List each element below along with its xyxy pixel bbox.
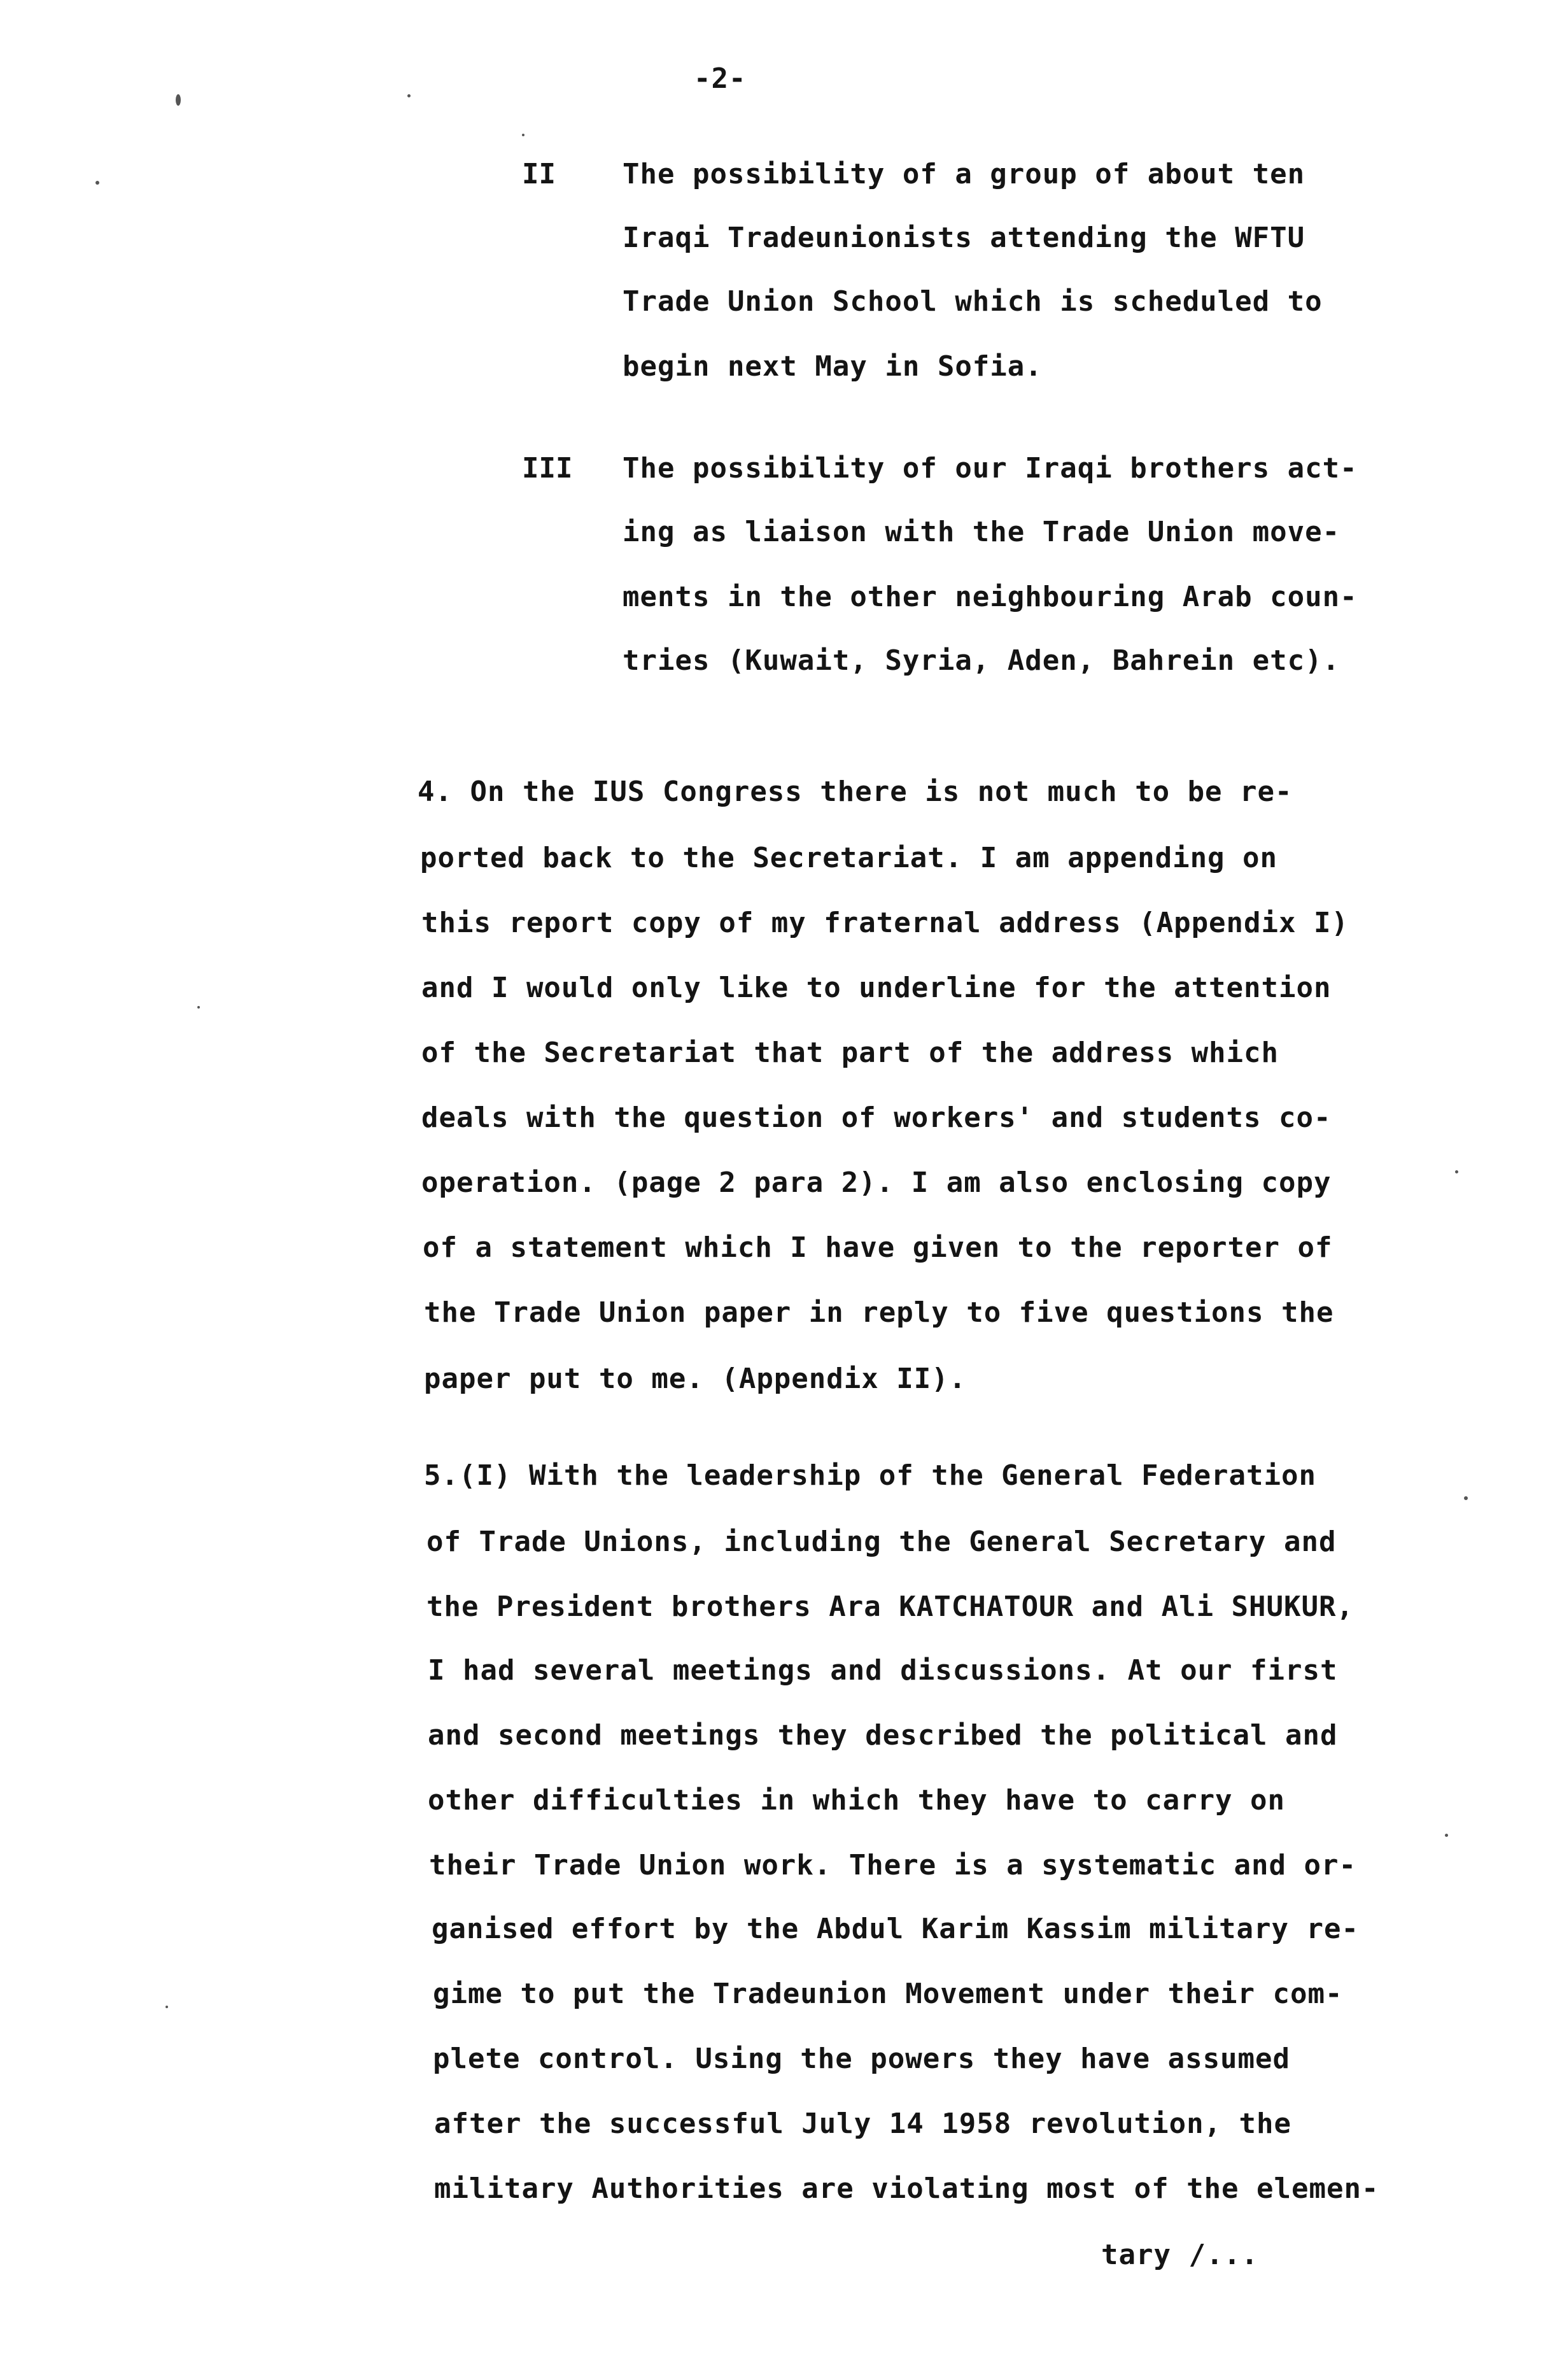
item-iii-line-2: ing as liaison with the Trade Union move- xyxy=(623,516,1340,548)
paragraph-4-line-9: the Trade Union paper in reply to five questions the xyxy=(424,1296,1334,1329)
scan-speck xyxy=(176,94,181,106)
item-ii-line-3: Trade Union School which is scheduled to xyxy=(623,285,1323,318)
scan-speck xyxy=(197,1006,200,1009)
item-marker-ii: II xyxy=(522,158,556,190)
scan-speck xyxy=(1464,1496,1468,1500)
item-ii-line-2: Iraqi Tradeunionists attending the WFTU xyxy=(623,222,1305,254)
paragraph-4-line-6: deals with the question of workers' and students co- xyxy=(421,1101,1332,1134)
page-number: -2- xyxy=(694,62,747,95)
scan-speck xyxy=(1455,1170,1458,1173)
paragraph-5-line-5: and second meetings they described the political and xyxy=(428,1719,1338,1752)
paragraph-5-line-7: their Trade Union work. There is a systematic and or- xyxy=(429,1849,1356,1881)
scan-speck xyxy=(522,134,524,136)
paragraph-4-line-5: of the Secretariat that part of the address which xyxy=(421,1037,1279,1069)
scan-speck xyxy=(1445,1834,1448,1837)
scan-speck xyxy=(165,2006,168,2008)
paragraph-5-line-10: plete control. Using the powers they have assumed xyxy=(433,2043,1291,2075)
item-iii-line-4: tries (Kuwait, Syria, Aden, Bahrein etc). xyxy=(623,644,1340,677)
paragraph-4-line-8: of a statement which I have given to the reporter of xyxy=(423,1231,1333,1264)
paragraph-4-line-4: and I would only like to underline for the attention xyxy=(421,972,1332,1004)
paragraph-5-line-9: gime to put the Tradeunion Movement under their com- xyxy=(433,1978,1343,2010)
item-iii-line-3: ments in the other neighbouring Arab coun- xyxy=(623,581,1358,613)
scan-speck xyxy=(95,181,99,185)
paragraph-5-line-2: of Trade Unions, including the General Secretary and xyxy=(426,1526,1337,1558)
paragraph-4-line-7: operation. (page 2 para 2). I am also enclosing copy xyxy=(421,1166,1332,1199)
paragraph-5-line-4: I had several meetings and discussions. At our first xyxy=(428,1654,1338,1687)
paragraph-4-line-2: ported back to the Secretariat. I am appending on xyxy=(420,842,1278,874)
paragraph-5-line-6: other difficulties in which they have to carry on xyxy=(428,1784,1286,1817)
paragraph-4-line-10: paper put to me. (Appendix II). xyxy=(424,1363,967,1395)
paragraph-5-line-11: after the successful July 14 1958 revolution, the xyxy=(434,2107,1292,2140)
item-ii-line-1: The possibility of a group of about ten xyxy=(623,158,1305,190)
item-ii-line-4: begin next May in Sofia. xyxy=(623,350,1043,383)
paragraph-5-line-8: ganised effort by the Abdul Karim Kassim military re- xyxy=(432,1913,1359,1945)
item-marker-iii: III xyxy=(522,452,573,485)
paragraph-4-line-1: 4. On the IUS Congress there is not much to be re- xyxy=(418,776,1293,808)
scan-speck xyxy=(407,94,411,97)
paragraph-5-line-3: the President brothers Ara KATCHATOUR and Ali SHUKUR, xyxy=(426,1590,1354,1623)
paragraph-4-line-3: this report copy of my fraternal address (Appendix I) xyxy=(421,907,1349,939)
paragraph-5-line-1: 5.(I) With the leadership of the General Federation xyxy=(424,1459,1317,1492)
continuation-marker: tary /... xyxy=(1101,2239,1259,2271)
paragraph-5-line-12: military Authorities are violating most of the elemen- xyxy=(434,2172,1379,2205)
item-iii-line-1: The possibility of our Iraqi brothers act- xyxy=(623,452,1358,485)
